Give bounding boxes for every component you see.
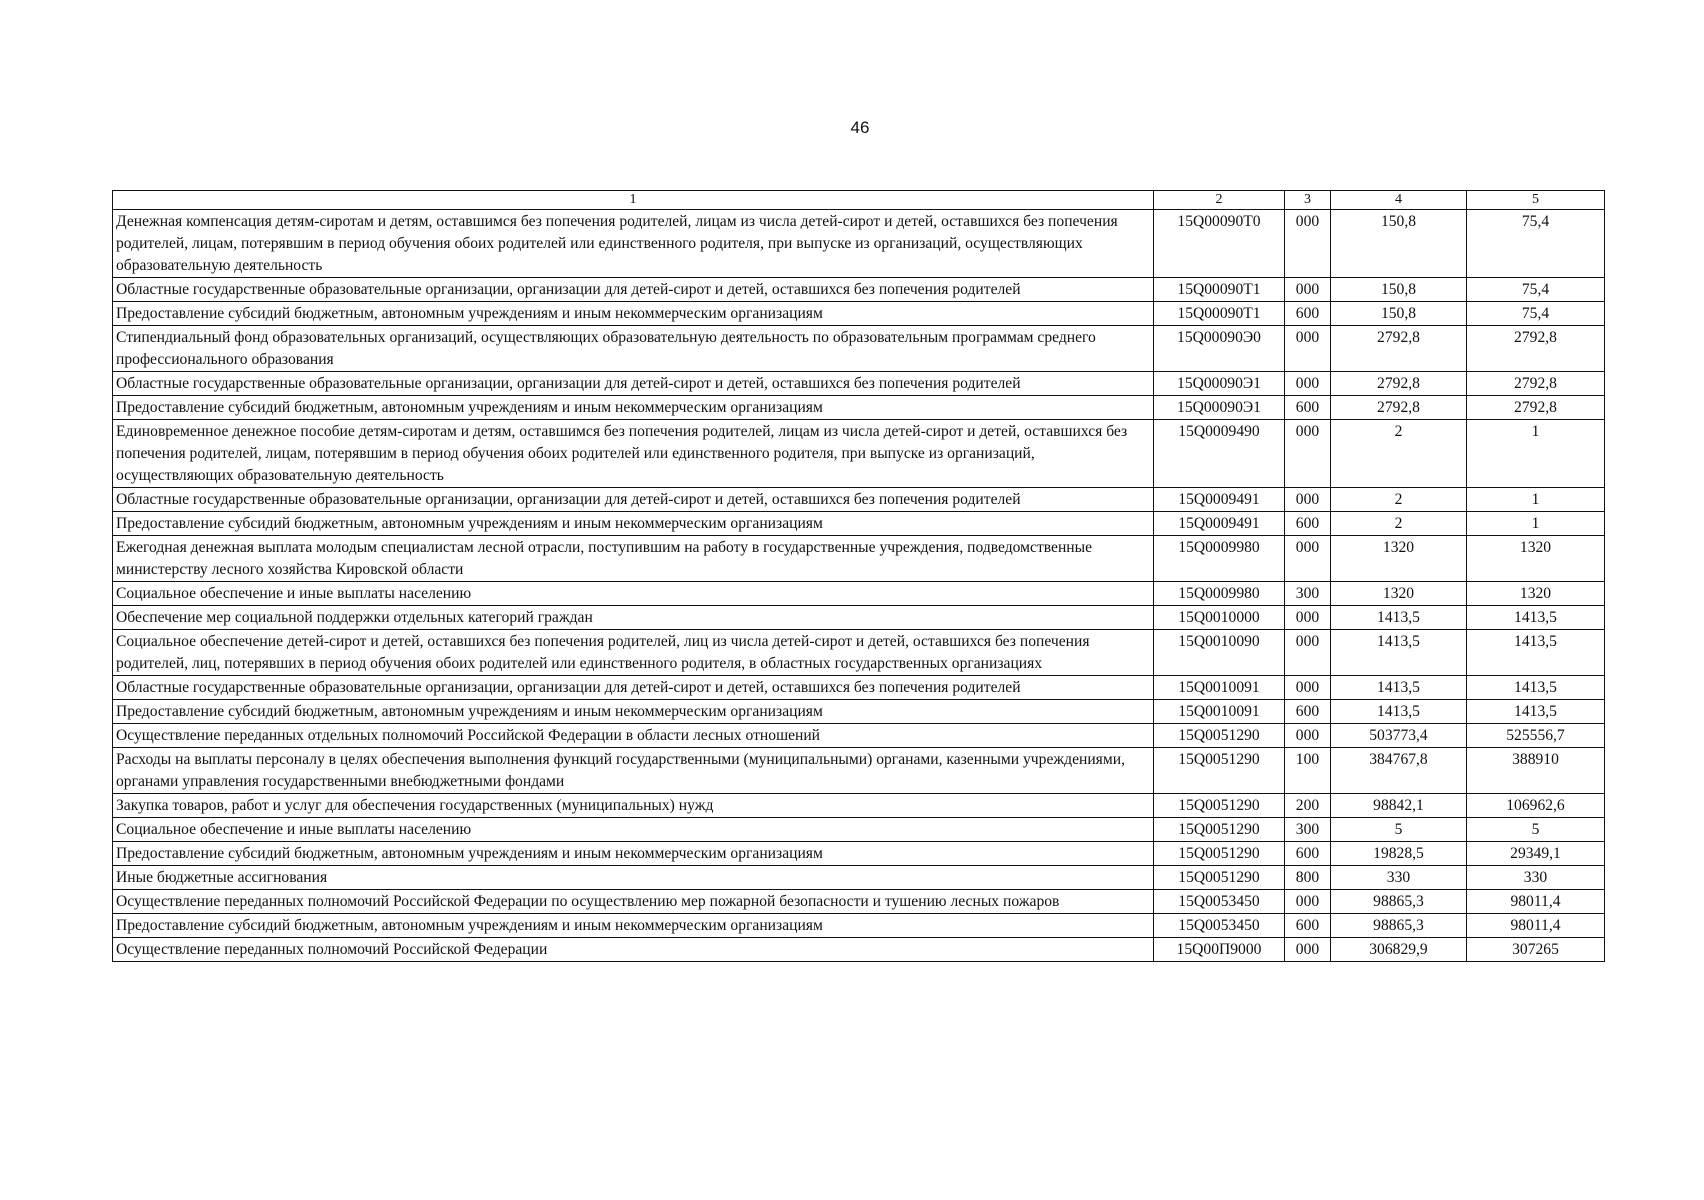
table-row: [113, 582, 1605, 606]
row-code-cell: 15Q00090Э0: [1154, 326, 1285, 372]
row-name-cell: Предоставление субсидий бюджетным, автономным учреждениям и иным некоммерческим организациям: [113, 914, 1154, 938]
row-code-cell: 15Q0010091: [1154, 700, 1285, 724]
row-type-cell: 200: [1285, 794, 1331, 818]
row-type-cell: 000: [1285, 278, 1331, 302]
row-type-cell: 000: [1285, 724, 1331, 748]
table-body: [113, 210, 1605, 962]
row-value-5-cell: 2792,8: [1467, 326, 1605, 372]
row-type-cell: 000: [1285, 890, 1331, 914]
row-value-5-cell: 5: [1467, 818, 1605, 842]
row-code-cell: 15Q00090T1: [1154, 302, 1285, 326]
table-row: [113, 938, 1605, 962]
row-value-4-cell: 98865,3: [1331, 914, 1467, 938]
table-row: [113, 842, 1605, 866]
row-name-cell: Областные государственные образовательные организации, организации для детей-сирот и детей, оставшихся без попечения родителей: [113, 676, 1154, 700]
table-row: [113, 488, 1605, 512]
row-value-4-cell: 2792,8: [1331, 396, 1467, 420]
row-code-cell: 15Q0053450: [1154, 890, 1285, 914]
table-header-row: [113, 191, 1605, 210]
row-name-cell: Расходы на выплаты персоналу в целях обеспечения выполнения функций государственными (муниципальными) органами, казенными учреждениями, органами управления государственными внебюджетными фондами: [113, 748, 1154, 794]
row-value-4-cell: 1413,5: [1331, 676, 1467, 700]
row-code-cell: 15Q0010091: [1154, 676, 1285, 700]
row-name-cell: Предоставление субсидий бюджетным, автономным учреждениям и иным некоммерческим организациям: [113, 302, 1154, 326]
row-value-5-cell: 75,4: [1467, 278, 1605, 302]
row-value-5-cell: 1413,5: [1467, 700, 1605, 724]
table-row: [113, 700, 1605, 724]
table-row: [113, 302, 1605, 326]
table-row: [113, 372, 1605, 396]
row-code-cell: 15Q0051290: [1154, 842, 1285, 866]
row-value-5-cell: 98011,4: [1467, 914, 1605, 938]
row-code-cell: 15Q00090T1: [1154, 278, 1285, 302]
row-name-cell: Предоставление субсидий бюджетным, автономным учреждениям и иным некоммерческим организациям: [113, 512, 1154, 536]
row-type-cell: 600: [1285, 842, 1331, 866]
row-type-cell: 000: [1285, 420, 1331, 488]
row-value-5-cell: 1: [1467, 488, 1605, 512]
row-type-cell: 000: [1285, 326, 1331, 372]
column-header-3: 3: [1285, 191, 1331, 210]
row-type-cell: 000: [1285, 938, 1331, 962]
row-code-cell: 15Q0051290: [1154, 866, 1285, 890]
table-row: [113, 326, 1605, 372]
row-name-cell: Ежегодная денежная выплата молодым специалистам лесной отрасли, поступившим на работу в государственные учреждения, подведомственные министерству лесного хозяйства Кировской области: [113, 536, 1154, 582]
row-value-4-cell: 2792,8: [1331, 372, 1467, 396]
row-name-cell: Осуществление переданных полномочий Российской Федерации по осуществлению мер пожарной безопасности и тушению лесных пожаров: [113, 890, 1154, 914]
row-value-4-cell: 1413,5: [1331, 606, 1467, 630]
row-value-4-cell: 1413,5: [1331, 700, 1467, 724]
table-row: [113, 512, 1605, 536]
row-value-4-cell: 19828,5: [1331, 842, 1467, 866]
row-value-5-cell: 1320: [1467, 536, 1605, 582]
row-name-cell: Осуществление переданных отдельных полномочий Российской Федерации в области лесных отношений: [113, 724, 1154, 748]
row-code-cell: 15Q0009980: [1154, 536, 1285, 582]
row-value-4-cell: 1320: [1331, 582, 1467, 606]
row-value-4-cell: 2: [1331, 420, 1467, 488]
table-row: [113, 794, 1605, 818]
table-row: [113, 676, 1605, 700]
row-name-cell: Социальное обеспечение и иные выплаты населению: [113, 818, 1154, 842]
row-value-5-cell: 106962,6: [1467, 794, 1605, 818]
row-code-cell: 15Q0009491: [1154, 512, 1285, 536]
row-code-cell: 15Q00090Э1: [1154, 396, 1285, 420]
table-row: [113, 866, 1605, 890]
table-row: [113, 606, 1605, 630]
row-value-4-cell: 330: [1331, 866, 1467, 890]
table-row: [113, 278, 1605, 302]
row-value-5-cell: 307265: [1467, 938, 1605, 962]
page-number: 46: [850, 118, 870, 137]
row-value-4-cell: 306829,9: [1331, 938, 1467, 962]
column-header-2: 2: [1154, 191, 1285, 210]
table-row: [113, 420, 1605, 488]
row-value-4-cell: 150,8: [1331, 278, 1467, 302]
row-type-cell: 000: [1285, 676, 1331, 700]
row-code-cell: 15Q0051290: [1154, 724, 1285, 748]
row-value-4-cell: 98842,1: [1331, 794, 1467, 818]
column-header-5: 5: [1467, 191, 1605, 210]
row-value-4-cell: 503773,4: [1331, 724, 1467, 748]
row-type-cell: 000: [1285, 630, 1331, 676]
row-value-5-cell: 75,4: [1467, 210, 1605, 278]
row-type-cell: 000: [1285, 606, 1331, 630]
budget-table: [112, 190, 1605, 962]
row-type-cell: 100: [1285, 748, 1331, 794]
row-code-cell: 15Q0010090: [1154, 630, 1285, 676]
row-value-4-cell: 2: [1331, 488, 1467, 512]
row-value-5-cell: 2792,8: [1467, 372, 1605, 396]
row-value-5-cell: 525556,7: [1467, 724, 1605, 748]
row-type-cell: 000: [1285, 536, 1331, 582]
row-name-cell: Предоставление субсидий бюджетным, автономным учреждениям и иным некоммерческим организациям: [113, 396, 1154, 420]
row-name-cell: Денежная компенсация детям-сиротам и детям, оставшимся без попечения родителей, лицам из числа детей-сирот и детей, оставшихся без попечения родителей, лицам, потерявшим в период обучения обоих родителей или единственного родителя, при выпуске из организаций, осуществляющих образовательную деятельность: [113, 210, 1154, 278]
row-value-4-cell: 2: [1331, 512, 1467, 536]
row-code-cell: 15Q0009490: [1154, 420, 1285, 488]
row-code-cell: 15Q0010000: [1154, 606, 1285, 630]
row-value-5-cell: 98011,4: [1467, 890, 1605, 914]
row-value-5-cell: 1413,5: [1467, 630, 1605, 676]
table-row: [113, 914, 1605, 938]
row-name-cell: Единовременное денежное пособие детям-сиротам и детям, оставшимся без попечения родителей, лицам из числа детей-сирот и детей, оставшихся без попечения родителей, лицам, потерявшим в период обучения обоих родителей или единственного родителя, при выпуске из организаций, осуществляющих образовательную деятельность: [113, 420, 1154, 488]
row-value-5-cell: 1413,5: [1467, 676, 1605, 700]
row-type-cell: 000: [1285, 210, 1331, 278]
row-type-cell: 000: [1285, 488, 1331, 512]
row-name-cell: Областные государственные образовательные организации, организации для детей-сирот и детей, оставшихся без попечения родителей: [113, 372, 1154, 396]
table-row: [113, 724, 1605, 748]
row-value-5-cell: 1: [1467, 420, 1605, 488]
row-name-cell: Закупка товаров, работ и услуг для обеспечения государственных (муниципальных) нужд: [113, 794, 1154, 818]
row-type-cell: 000: [1285, 372, 1331, 396]
row-value-4-cell: 384767,8: [1331, 748, 1467, 794]
row-code-cell: 15Q0051290: [1154, 748, 1285, 794]
table-row: [113, 890, 1605, 914]
row-type-cell: 600: [1285, 914, 1331, 938]
table-row: [113, 630, 1605, 676]
row-value-5-cell: 1413,5: [1467, 606, 1605, 630]
row-value-5-cell: 1: [1467, 512, 1605, 536]
row-value-4-cell: 150,8: [1331, 302, 1467, 326]
row-code-cell: 15Q0009491: [1154, 488, 1285, 512]
row-code-cell: 15Q00090T0: [1154, 210, 1285, 278]
row-value-4-cell: 150,8: [1331, 210, 1467, 278]
row-type-cell: 800: [1285, 866, 1331, 890]
row-value-4-cell: 1320: [1331, 536, 1467, 582]
row-code-cell: 15Q0051290: [1154, 794, 1285, 818]
table-row: [113, 536, 1605, 582]
row-name-cell: Областные государственные образовательные организации, организации для детей-сирот и детей, оставшихся без попечения родителей: [113, 278, 1154, 302]
row-code-cell: 15Q00090Э1: [1154, 372, 1285, 396]
row-value-5-cell: 29349,1: [1467, 842, 1605, 866]
row-name-cell: Иные бюджетные ассигнования: [113, 866, 1154, 890]
column-header-1: 1: [113, 191, 1154, 210]
row-value-4-cell: 2792,8: [1331, 326, 1467, 372]
row-value-5-cell: 75,4: [1467, 302, 1605, 326]
row-value-4-cell: 1413,5: [1331, 630, 1467, 676]
row-name-cell: Стипендиальный фонд образовательных организаций, осуществляющих образовательную деятельность по образовательным программам среднего профессионального образования: [113, 326, 1154, 372]
row-code-cell: 15Q00П9000: [1154, 938, 1285, 962]
row-type-cell: 300: [1285, 818, 1331, 842]
row-name-cell: Социальное обеспечение детей-сирот и детей, оставшихся без попечения родителей, лиц из числа детей-сирот и детей, оставшихся без попечения родителей, лиц, потерявших в период обучения обоих родителей или единственного родителя, в областных государственных организациях: [113, 630, 1154, 676]
row-name-cell: Предоставление субсидий бюджетным, автономным учреждениям и иным некоммерческим организациям: [113, 842, 1154, 866]
row-value-5-cell: 2792,8: [1467, 396, 1605, 420]
table-row: [113, 818, 1605, 842]
table-row: [113, 210, 1605, 278]
row-name-cell: Социальное обеспечение и иные выплаты населению: [113, 582, 1154, 606]
row-code-cell: 15Q0051290: [1154, 818, 1285, 842]
row-name-cell: Областные государственные образовательные организации, организации для детей-сирот и детей, оставшихся без попечения родителей: [113, 488, 1154, 512]
row-code-cell: 15Q0009980: [1154, 582, 1285, 606]
row-type-cell: 600: [1285, 512, 1331, 536]
column-header-4: 4: [1331, 191, 1467, 210]
table-row: [113, 748, 1605, 794]
row-code-cell: 15Q0053450: [1154, 914, 1285, 938]
row-value-5-cell: 1320: [1467, 582, 1605, 606]
table-row: [113, 396, 1605, 420]
row-type-cell: 300: [1285, 582, 1331, 606]
row-type-cell: 600: [1285, 396, 1331, 420]
row-name-cell: Обеспечение мер социальной поддержки отдельных категорий граждан: [113, 606, 1154, 630]
row-type-cell: 600: [1285, 302, 1331, 326]
row-name-cell: Осуществление переданных полномочий Российской Федерации: [113, 938, 1154, 962]
row-value-4-cell: 98865,3: [1331, 890, 1467, 914]
row-value-5-cell: 330: [1467, 866, 1605, 890]
row-type-cell: 600: [1285, 700, 1331, 724]
row-name-cell: Предоставление субсидий бюджетным, автономным учреждениям и иным некоммерческим организациям: [113, 700, 1154, 724]
row-value-5-cell: 388910: [1467, 748, 1605, 794]
row-value-4-cell: 5: [1331, 818, 1467, 842]
